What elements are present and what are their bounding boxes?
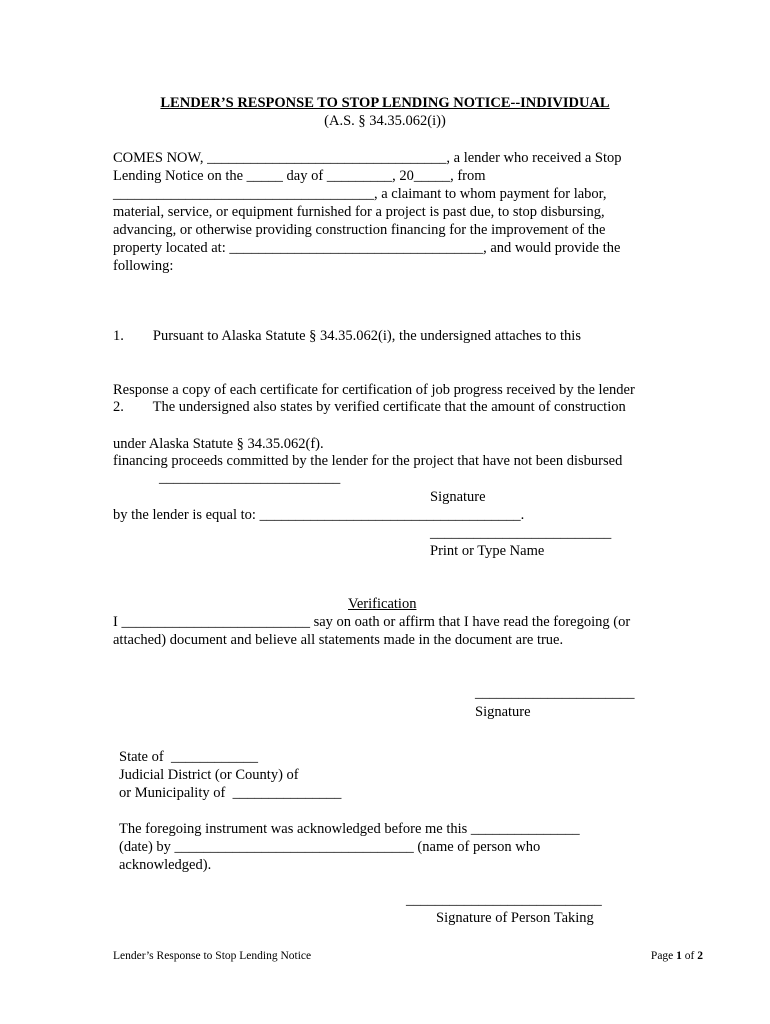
item-2-line: 2. The undersigned also states by verified certificate that the amount of construction (113, 399, 626, 415)
item-2-line: by the lender is equal to: ____________________________________. (113, 507, 525, 523)
notary-venue (119, 748, 341, 802)
acknowledgment-line: (date) by _________________________________ (name of person who (119, 839, 541, 855)
intro-line: property located at: ___________________________________, and would provide the (113, 240, 621, 256)
signature-label: Signature (430, 489, 486, 505)
page-number (651, 950, 703, 962)
intro-line: Lending Notice on the _____ day of _________, 20_____, from (113, 168, 486, 184)
acknowledgment-paragraph (119, 820, 580, 874)
print-name-label: Print or Type Name (430, 543, 545, 559)
page-prefix: Page (650, 950, 677, 962)
intro-line: following: (113, 258, 174, 274)
municipality-line: or Municipality of _______________ (119, 785, 342, 801)
verification-signature-label: Signature (475, 704, 531, 720)
footer-title: Lender’s Response to Stop Lending Notice (113, 950, 312, 962)
intro-line: COMES NOW, _________________________________, a lender who received a Stop (113, 150, 622, 166)
intro-line: advancing, or otherwise providing construction financing for the improvement of the (113, 222, 606, 238)
person-taking-label: Signature of Person Taking (436, 910, 594, 926)
document-title: LENDER’S RESPONSE TO STOP LENDING NOTICE--INDIVIDUAL (160, 95, 610, 111)
item-1-line: Response a copy of each certificate for certification of job progress received by the lender (113, 382, 635, 398)
item-1-line: 1. Pursuant to Alaska Statute § 34.35.062(i), the undersigned attaches to this (113, 328, 581, 344)
page-of: of (681, 950, 698, 962)
acknowledgment-line: acknowledged). (119, 857, 212, 873)
intro-paragraph (113, 149, 622, 275)
verification-heading: Verification (348, 596, 417, 612)
signature-blank-left: _________________________ (159, 470, 341, 486)
state-of-line: State of ____________ (119, 749, 258, 765)
judicial-district-line: Judicial District (or County) of (119, 767, 299, 783)
intro-line: material, service, or equipment furnished for a project is past due, to stop disbursing, (113, 204, 605, 220)
verification-signature-blank: ______________________ (475, 685, 635, 701)
verification-line: I __________________________ say on oath or affirm that I have read the foregoing (or (113, 614, 631, 630)
item-2-line: financing proceeds committed by the lender for the project that have not been disbursed (113, 453, 623, 469)
item-1-line: under Alaska Statute § 34.35.062(f). (113, 436, 324, 452)
acknowledgment-line: The foregoing instrument was acknowledged before me this _______________ (119, 821, 580, 837)
intro-line: ____________________________________, a claimant to whom payment for labor, (113, 186, 607, 202)
statute-reference: (A.S. § 34.35.062(i)) (324, 113, 446, 129)
current-page: 1 (676, 950, 682, 962)
total-pages: 2 (697, 950, 703, 962)
person-taking-blank: ___________________________ (406, 892, 602, 908)
verification-paragraph (113, 613, 630, 649)
print-name-blank: _________________________ (430, 525, 612, 541)
verification-line: attached) document and believe all statements made in the document are true. (113, 632, 564, 648)
